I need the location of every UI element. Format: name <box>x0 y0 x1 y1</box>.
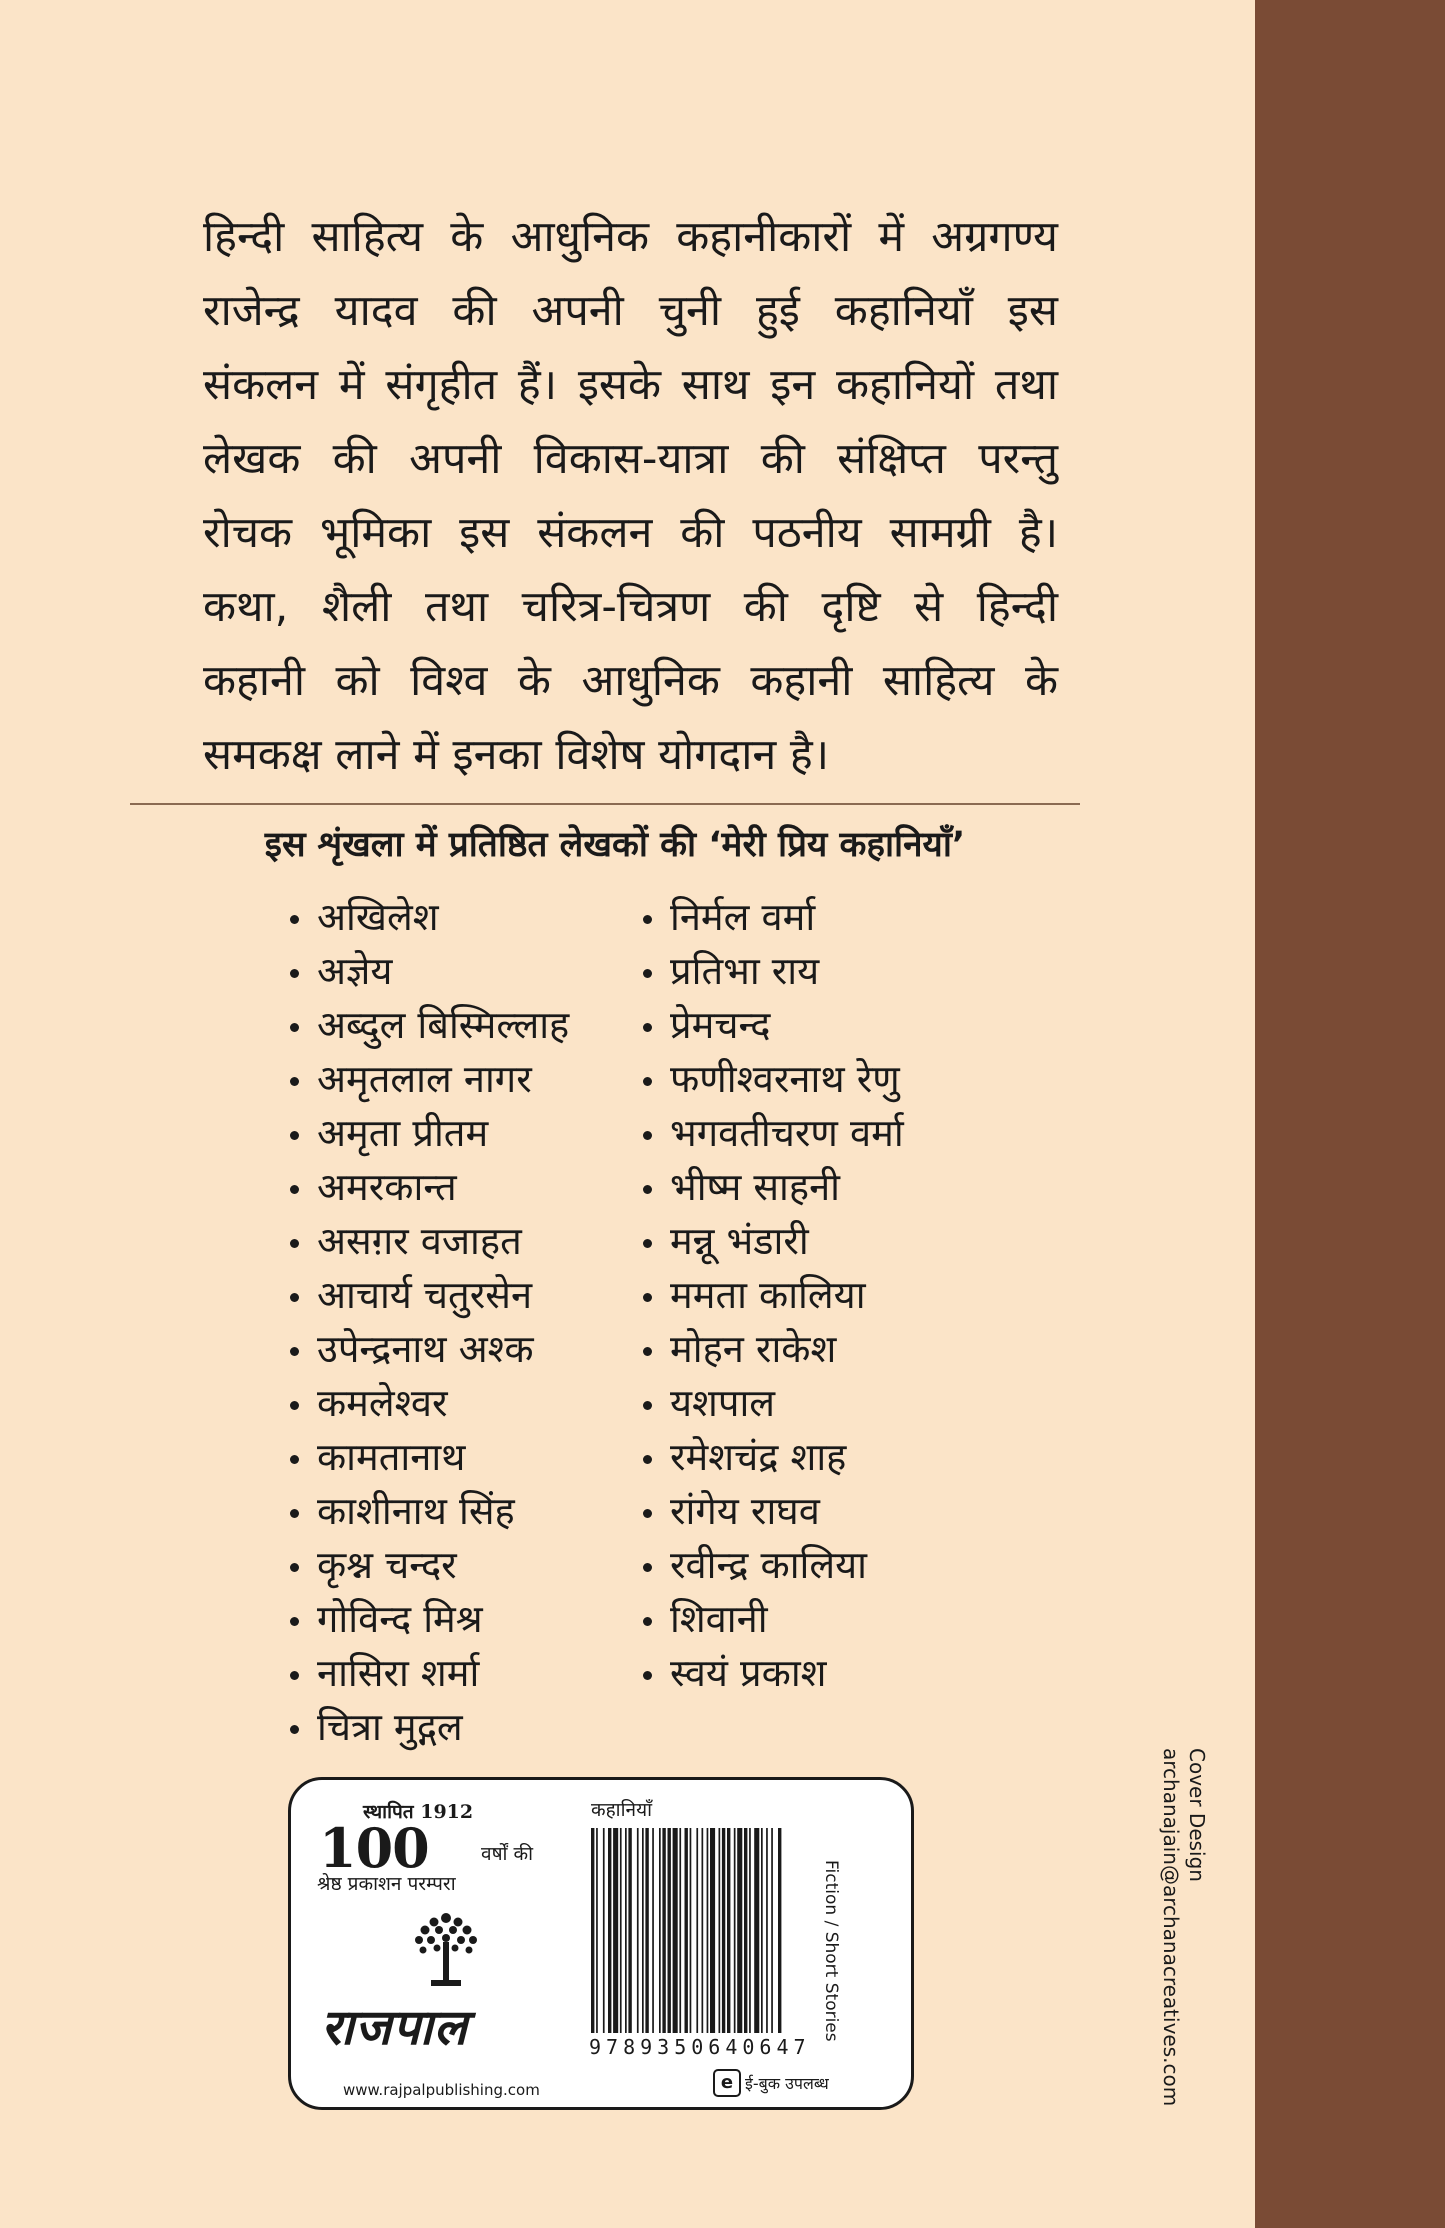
isbn-digits: 9789350640647 <box>589 2035 811 2059</box>
barcode-bar <box>620 1828 622 2033</box>
author-list-item <box>643 1646 904 1700</box>
barcode-bar <box>737 1828 742 2033</box>
publisher-barcode-panel <box>288 1777 914 2110</box>
author-name: ममता कालिया <box>670 1273 866 1317</box>
bullet-icon <box>643 1671 652 1680</box>
author-name: शिवानी <box>670 1597 768 1641</box>
author-name: चित्रा मुद्गल <box>317 1705 463 1749</box>
author-name: कृश्न चन्दर <box>317 1543 457 1587</box>
author-name: निर्मल वर्मा <box>670 895 816 939</box>
blurb-line: कहानी को विश्व के आधुनिक कहानी साहित्य के <box>203 656 1058 706</box>
author-list-item <box>290 1268 569 1322</box>
author-list-item <box>290 1052 569 1106</box>
bullet-icon <box>643 1401 652 1410</box>
bullet-icon <box>643 915 652 924</box>
barcode-bar <box>662 1828 665 2033</box>
bullet-icon <box>290 915 299 924</box>
author-name: प्रतिभा राय <box>670 949 820 993</box>
author-list-item <box>643 1592 904 1646</box>
cover-design-credit <box>1158 1748 1210 2106</box>
tradition-text: श्रेष्ठ प्रकाशन परम्परा <box>317 1873 456 1895</box>
barcode-bar <box>659 1828 661 2033</box>
author-name: रमेशचंद्र शाह <box>670 1435 847 1479</box>
barcode-bar <box>707 1828 709 2033</box>
author-list-item <box>290 1160 569 1214</box>
author-name: अब्दुल बिस्मिल्लाह <box>317 1003 570 1047</box>
bullet-icon <box>643 1509 652 1518</box>
spine-strip <box>1255 0 1445 2228</box>
barcode-bar <box>744 1828 747 2033</box>
hundred-years-number: 100 <box>319 1816 429 1880</box>
barcode-bar <box>679 1828 681 2033</box>
author-name: मन्नू भंडारी <box>670 1219 809 1263</box>
author-name: कामतानाथ <box>317 1435 466 1479</box>
author-list-item <box>290 890 569 944</box>
author-list-item <box>643 1268 904 1322</box>
established-text: स्थापित 1912 <box>363 1801 474 1823</box>
author-list-item <box>290 998 569 1052</box>
barcode-bar <box>645 1828 648 2033</box>
barcode-bar <box>761 1828 763 2033</box>
publisher-logo-text: राजपाल <box>321 1999 468 2056</box>
barcode-bar <box>628 1828 631 2033</box>
author-list-item <box>290 1592 569 1646</box>
blurb-line: रोचक भूमिका इस संकलन की पठनीय सामग्री है। <box>203 508 1058 558</box>
bullet-icon <box>290 1509 299 1518</box>
bullet-icon <box>643 1455 652 1464</box>
blurb-paragraph <box>203 200 1058 792</box>
barcode-bar <box>625 1828 627 2033</box>
bullet-icon <box>643 1563 652 1572</box>
bullet-icon <box>643 1131 652 1140</box>
bullet-icon <box>290 1725 299 1734</box>
ebook-icon: e <box>713 2069 741 2097</box>
bullet-icon <box>290 1563 299 1572</box>
author-name: अज्ञेय <box>317 949 393 993</box>
tree-logo-icon <box>411 1908 481 1988</box>
genre-label: Fiction / Short Stories <box>821 1860 841 2042</box>
bullet-icon <box>290 1239 299 1248</box>
author-name: भीष्म साहनी <box>670 1165 841 1209</box>
author-name: अमरकान्त <box>317 1165 457 1209</box>
author-name: कमलेश्वर <box>317 1381 448 1425</box>
author-list-item <box>290 944 569 998</box>
blurb-line: लेखक की अपनी विकास-यात्रा की संक्षिप्त परन्तु <box>203 434 1058 484</box>
barcode-bar <box>613 1828 618 2033</box>
author-name: गोविन्द मिश्र <box>317 1597 483 1641</box>
barcode-bar <box>685 1828 688 2033</box>
author-list-left <box>290 890 569 1754</box>
bullet-icon <box>290 1293 299 1302</box>
author-list-item <box>643 1160 904 1214</box>
bullet-icon <box>290 1617 299 1626</box>
author-list-item <box>290 1430 569 1484</box>
bullet-icon <box>290 1077 299 1086</box>
bullet-icon <box>643 1347 652 1356</box>
cover-design-email: archanajain@archanacreatives.com <box>1159 1748 1183 2107</box>
bullet-icon <box>643 1293 652 1302</box>
barcode-bar <box>696 1828 698 2033</box>
author-name: काशीनाथ सिंह <box>317 1489 515 1533</box>
barcode-bar <box>722 1828 725 2033</box>
barcode-bar <box>734 1828 736 2033</box>
author-list-item <box>290 1376 569 1430</box>
barcode-bar <box>690 1828 692 2033</box>
author-name: नासिरा शर्मा <box>317 1651 480 1695</box>
author-name: अमृतलाल नागर <box>317 1057 532 1101</box>
barcode-bar <box>608 1828 611 2033</box>
author-name: प्रेमचन्द <box>670 1003 771 1047</box>
cover-design-title: Cover Design <box>1185 1748 1209 1882</box>
blurb-line: समकक्ष लाने में इनका विशेष योगदान है। <box>203 730 830 780</box>
isbn-barcode <box>589 1828 849 2033</box>
author-list-item <box>643 944 904 998</box>
barcode-bar <box>749 1828 751 2033</box>
barcode-bar <box>727 1828 730 2033</box>
blurb-line: संकलन में संगृहीत हैं। इसके साथ इन कहानियों तथा <box>203 360 1058 410</box>
author-name: आचार्य चतुरसेन <box>317 1273 533 1317</box>
author-list-item <box>290 1322 569 1376</box>
barcode-bar <box>710 1828 715 2033</box>
author-list-item <box>643 1484 904 1538</box>
barcode-bar <box>603 1828 605 2033</box>
ebook-label: ई-बुक उपलब्ध <box>745 2074 829 2093</box>
bullet-icon <box>290 1347 299 1356</box>
barcode-bar <box>719 1828 721 2033</box>
author-list-item <box>290 1538 569 1592</box>
author-list-item <box>643 1052 904 1106</box>
barcode-bar <box>591 1828 594 2033</box>
bullet-icon <box>643 969 652 978</box>
bullet-icon <box>643 1617 652 1626</box>
barcode-bar <box>771 1828 773 2033</box>
barcode-bar <box>668 1828 671 2033</box>
bullet-icon <box>643 1023 652 1032</box>
bullet-icon <box>643 1077 652 1086</box>
author-list-item <box>290 1214 569 1268</box>
bullet-icon <box>290 1671 299 1680</box>
category-label: कहानियाँ <box>591 1799 653 1821</box>
barcode-bar <box>702 1828 704 2033</box>
years-of-text: वर्षों की <box>481 1843 534 1865</box>
bullet-icon <box>643 1239 652 1248</box>
blurb-line: कथा, शैली तथा चरित्र-चित्रण की दृष्टि से हिन्दी <box>203 582 1058 632</box>
series-heading: इस शृंखला में प्रतिष्ठित लेखकों की ‘मेरी प्रिय कहानियाँ’ <box>264 825 966 865</box>
bullet-icon <box>290 1455 299 1464</box>
author-list-item <box>290 1106 569 1160</box>
author-name: यशपाल <box>670 1381 776 1425</box>
author-list-item <box>643 1430 904 1484</box>
barcode-bar <box>637 1828 639 2033</box>
author-list-right <box>643 890 904 1700</box>
bullet-icon <box>290 1185 299 1194</box>
barcode-bar <box>642 1828 644 2033</box>
section-divider <box>130 803 1080 805</box>
author-list-item <box>643 1214 904 1268</box>
author-list-item <box>643 1376 904 1430</box>
author-list-item <box>643 1322 904 1376</box>
bullet-icon <box>643 1185 652 1194</box>
barcode-bar <box>673 1828 678 2033</box>
author-name: मोहन राकेश <box>670 1327 837 1371</box>
barcode-bar <box>754 1828 759 2033</box>
author-name: असग़र वजाहत <box>317 1219 522 1263</box>
author-name: स्वयं प्रकाश <box>670 1651 827 1695</box>
bullet-icon <box>290 969 299 978</box>
author-name: भगवतीचरण वर्मा <box>670 1111 904 1155</box>
author-list-item <box>290 1484 569 1538</box>
bullet-icon <box>290 1401 299 1410</box>
author-name: रवीन्द्र कालिया <box>670 1543 868 1587</box>
author-list-item <box>643 998 904 1052</box>
bullet-icon <box>290 1023 299 1032</box>
publisher-website: www.rajpalpublishing.com <box>343 2081 540 2099</box>
barcode-bar <box>652 1828 654 2033</box>
author-name: रांगेय राघव <box>670 1489 820 1533</box>
blurb-line: हिन्दी साहित्य के आधुनिक कहानीकारों में अग्रगण्य <box>203 212 1058 262</box>
author-name: उपेन्द्रनाथ अश्क <box>317 1327 534 1371</box>
author-name: अखिलेश <box>317 895 439 939</box>
author-name: फणीश्वरनाथ रेणु <box>670 1057 900 1101</box>
barcode-bar <box>778 1828 781 2033</box>
barcode-bar <box>596 1828 598 2033</box>
author-list-item <box>643 890 904 944</box>
bullet-icon <box>290 1131 299 1140</box>
blurb-line: राजेन्द्र यादव की अपनी चुनी हुई कहानियाँ इस <box>203 286 1058 336</box>
author-list-item <box>290 1700 569 1754</box>
barcode-bar <box>766 1828 768 2033</box>
author-list-item <box>290 1646 569 1700</box>
author-list-item <box>643 1106 904 1160</box>
author-name: अमृता प्रीतम <box>317 1111 489 1155</box>
author-list-item <box>643 1538 904 1592</box>
